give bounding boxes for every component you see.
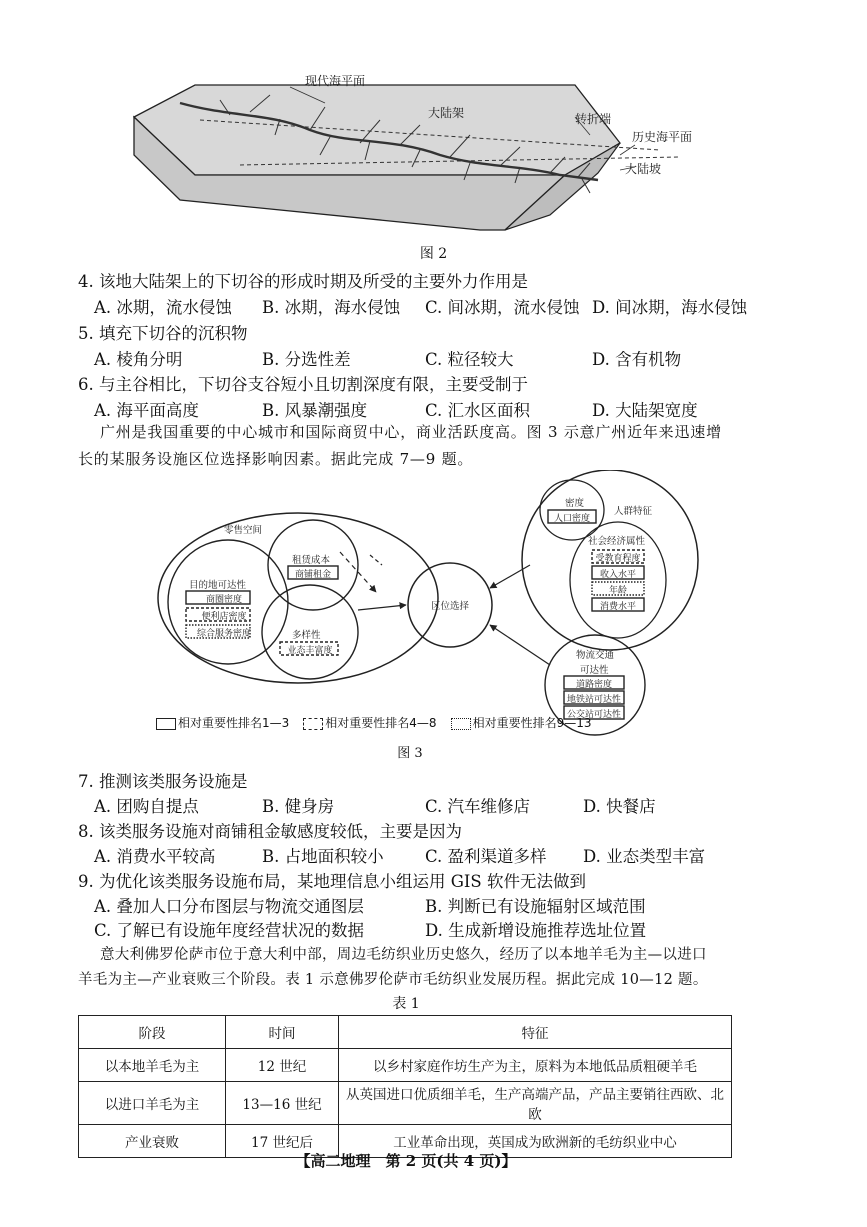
fig3-logistics-item-3: 公交站可达性	[566, 710, 621, 720]
table-cell-stage: 以本地羊毛为主	[79, 1049, 226, 1082]
question-5-option-c: C. 粒径较大	[425, 350, 514, 369]
question-6-option-c: C. 汇水区面积	[425, 401, 531, 420]
question-4-option-d: D. 间冰期，海水侵蚀	[592, 298, 748, 317]
question-6-option-a: A. 海平面高度	[94, 401, 199, 420]
fig3-density: 密度	[565, 498, 585, 509]
label-shelf-break: 转折端	[575, 112, 612, 126]
page-footer: 【高二地理 第 2 页(共 4 页)】	[295, 1152, 517, 1170]
fig3-logistics-item-1: 道路密度	[575, 680, 612, 690]
question-6-stem: 6. 与主谷相比，下切谷支谷短小且切割深度有限，主要受制于	[78, 375, 528, 394]
question-7-stem: 7. 推测该类服务设施是	[78, 772, 248, 791]
question-8-stem: 8. 该类服务设施对商铺租金敏感度较低，主要是因为	[78, 822, 462, 841]
passage-guangzhou-line-2: 长的某服务设施区位选择影响因素。据此完成 7—9 题。	[78, 450, 474, 468]
label-modern-sea-level: 现代海平面	[305, 74, 366, 88]
fig3-legend	[156, 714, 591, 731]
fig3-socio-item-1: 受教育程度	[595, 554, 641, 564]
table-header-row	[79, 1016, 732, 1049]
question-8-option-a: A. 消费水平较高	[94, 847, 216, 866]
table-header-feature: 特征	[339, 1016, 732, 1049]
legend-rank-1-3-label: 相对重要性排名1—3	[178, 716, 290, 730]
fig3-diversity: 多样性	[292, 630, 321, 641]
question-6-option-b: B. 风暴潮强度	[262, 401, 368, 420]
fig3-dest-item-3: 综合服务密度	[196, 629, 251, 639]
fig3-center: 区位选择	[430, 601, 469, 612]
fig3-socio-item-3: 年龄	[608, 586, 627, 596]
passage-florence-line-1: 意大利佛罗伦萨市位于意大利中部，周边毛纺织业历史悠久，经历了以本地羊毛为主—以进口	[100, 947, 707, 963]
legend-rank-4-8-label: 相对重要性排名4—8	[325, 716, 437, 730]
question-4-stem: 4. 该地大陆架上的下切谷的形成时期及所受的主要外力作用是	[78, 272, 528, 291]
table-cell-time: 17 世纪后	[226, 1125, 339, 1158]
table-cell-stage: 以进口羊毛为主	[79, 1082, 226, 1125]
label-historic-sea-level: 历史海平面	[632, 130, 693, 144]
question-7-option-d: D. 快餐店	[583, 797, 656, 816]
legend-dashed-box-icon	[303, 718, 323, 730]
legend-rank-9-13	[451, 714, 592, 731]
fig3-logistics: 物流交通	[576, 650, 615, 661]
table-1-caption: 表 1	[392, 996, 420, 1012]
table-header-stage: 阶段	[79, 1016, 226, 1049]
table-cell-time: 12 世纪	[226, 1049, 339, 1082]
table-cell-feature: 从英国进口优质细羊毛，生产高端产品，产品主要销往西欧、北欧	[339, 1082, 732, 1125]
figure-3-caption: 图 3	[397, 746, 423, 761]
question-4-option-c: C. 间冰期，流水侵蚀	[425, 298, 580, 317]
fig3-zero-space: 零售空间	[224, 525, 263, 536]
legend-rank-9-13-label: 相对重要性排名9—13	[472, 716, 592, 730]
fig3-population: 人群特征	[614, 506, 653, 517]
fig3-rent-cost: 租赁成本	[292, 555, 331, 566]
question-6-option-d: D. 大陆架宽度	[592, 401, 698, 420]
table-cell-time: 13—16 世纪	[226, 1082, 339, 1125]
table-row	[79, 1082, 732, 1125]
question-9-option-b: B. 判断已有设施辐射区域范围	[425, 897, 646, 916]
label-continental-shelf: 大陆架	[428, 106, 465, 120]
question-5-option-b: B. 分选性差	[262, 350, 351, 369]
figure-2-caption: 图 2	[419, 246, 448, 262]
table-cell-feature: 以乡村家庭作坊生产为主，原料为本地低品质粗硬羊毛	[339, 1049, 732, 1082]
question-9-option-c: C. 了解已有设施年度经营状况的数据	[94, 921, 365, 940]
fig3-dest-item-2: 便利店密度	[201, 612, 247, 622]
table-header-time: 时间	[226, 1016, 339, 1049]
table-row	[79, 1049, 732, 1082]
table-cell-stage: 产业衰败	[79, 1125, 226, 1158]
question-8-option-d: D. 业态类型丰富	[583, 847, 706, 866]
question-4-option-b: B. 冰期，海水侵蚀	[262, 298, 401, 317]
fig3-socio-item-4: 消费水平	[599, 602, 636, 612]
table-1	[78, 1015, 732, 1158]
passage-guangzhou-line-1: 广州是我国重要的中心城市和国际商贸中心，商业活跃度高。图 3 示意广州近年来迅速增	[100, 423, 722, 441]
fig3-rent-item: 商铺租金	[294, 570, 331, 580]
question-9-option-d: D. 生成新增设施推荐选址位置	[425, 921, 647, 940]
legend-dotted-box-icon	[451, 718, 471, 730]
fig3-density-item: 人口密度	[553, 514, 590, 524]
question-9-option-a: A. 叠加人口分布图层与物流交通图层	[94, 897, 364, 916]
question-9-stem: 9. 为优化该类服务设施布局，某地理信息小组运用 GIS 软件无法做到	[78, 872, 586, 891]
fig3-dest-item-1: 商圈密度	[205, 595, 242, 605]
legend-solid-box-icon	[156, 718, 176, 730]
question-8-option-b: B. 占地面积较小	[262, 847, 384, 866]
question-5-option-a: A. 棱角分明	[94, 350, 183, 369]
table-cell-feature: 工业革命出现，英国成为欧洲新的毛纺织业中心	[339, 1125, 732, 1158]
fig3-socio: 社会经济属性	[588, 536, 646, 547]
question-7-option-a: A. 团购自提点	[94, 797, 199, 816]
fig3-logistics-item-2: 地铁站可达性	[566, 695, 621, 705]
question-4-option-a: A. 冰期，流水侵蚀	[94, 298, 232, 317]
fig3-logistics-sub: 可达性	[580, 665, 609, 676]
label-continental-slope: 大陆坡	[625, 162, 662, 176]
legend-rank-4-8	[303, 714, 436, 731]
question-7-option-c: C. 汽车维修店	[425, 797, 531, 816]
figure-2-diagram	[120, 55, 720, 245]
fig3-diversity-item: 业态丰富度	[287, 646, 333, 656]
question-8-option-c: C. 盈利渠道多样	[425, 847, 547, 866]
legend-rank-1-3	[156, 714, 289, 731]
question-5-stem: 5. 填充下切谷的沉积物	[78, 324, 248, 343]
question-5-option-d: D. 含有机物	[592, 350, 682, 369]
passage-florence-line-2: 羊毛为主—产业衰败三个阶段。表 1 示意佛罗伦萨市毛纺织业发展历程。据此完成 10—12 题。	[78, 972, 708, 988]
question-7-option-b: B. 健身房	[262, 797, 335, 816]
fig3-socio-item-2: 收入水平	[599, 570, 636, 580]
fig3-dest-access: 目的地可达性	[189, 580, 247, 591]
